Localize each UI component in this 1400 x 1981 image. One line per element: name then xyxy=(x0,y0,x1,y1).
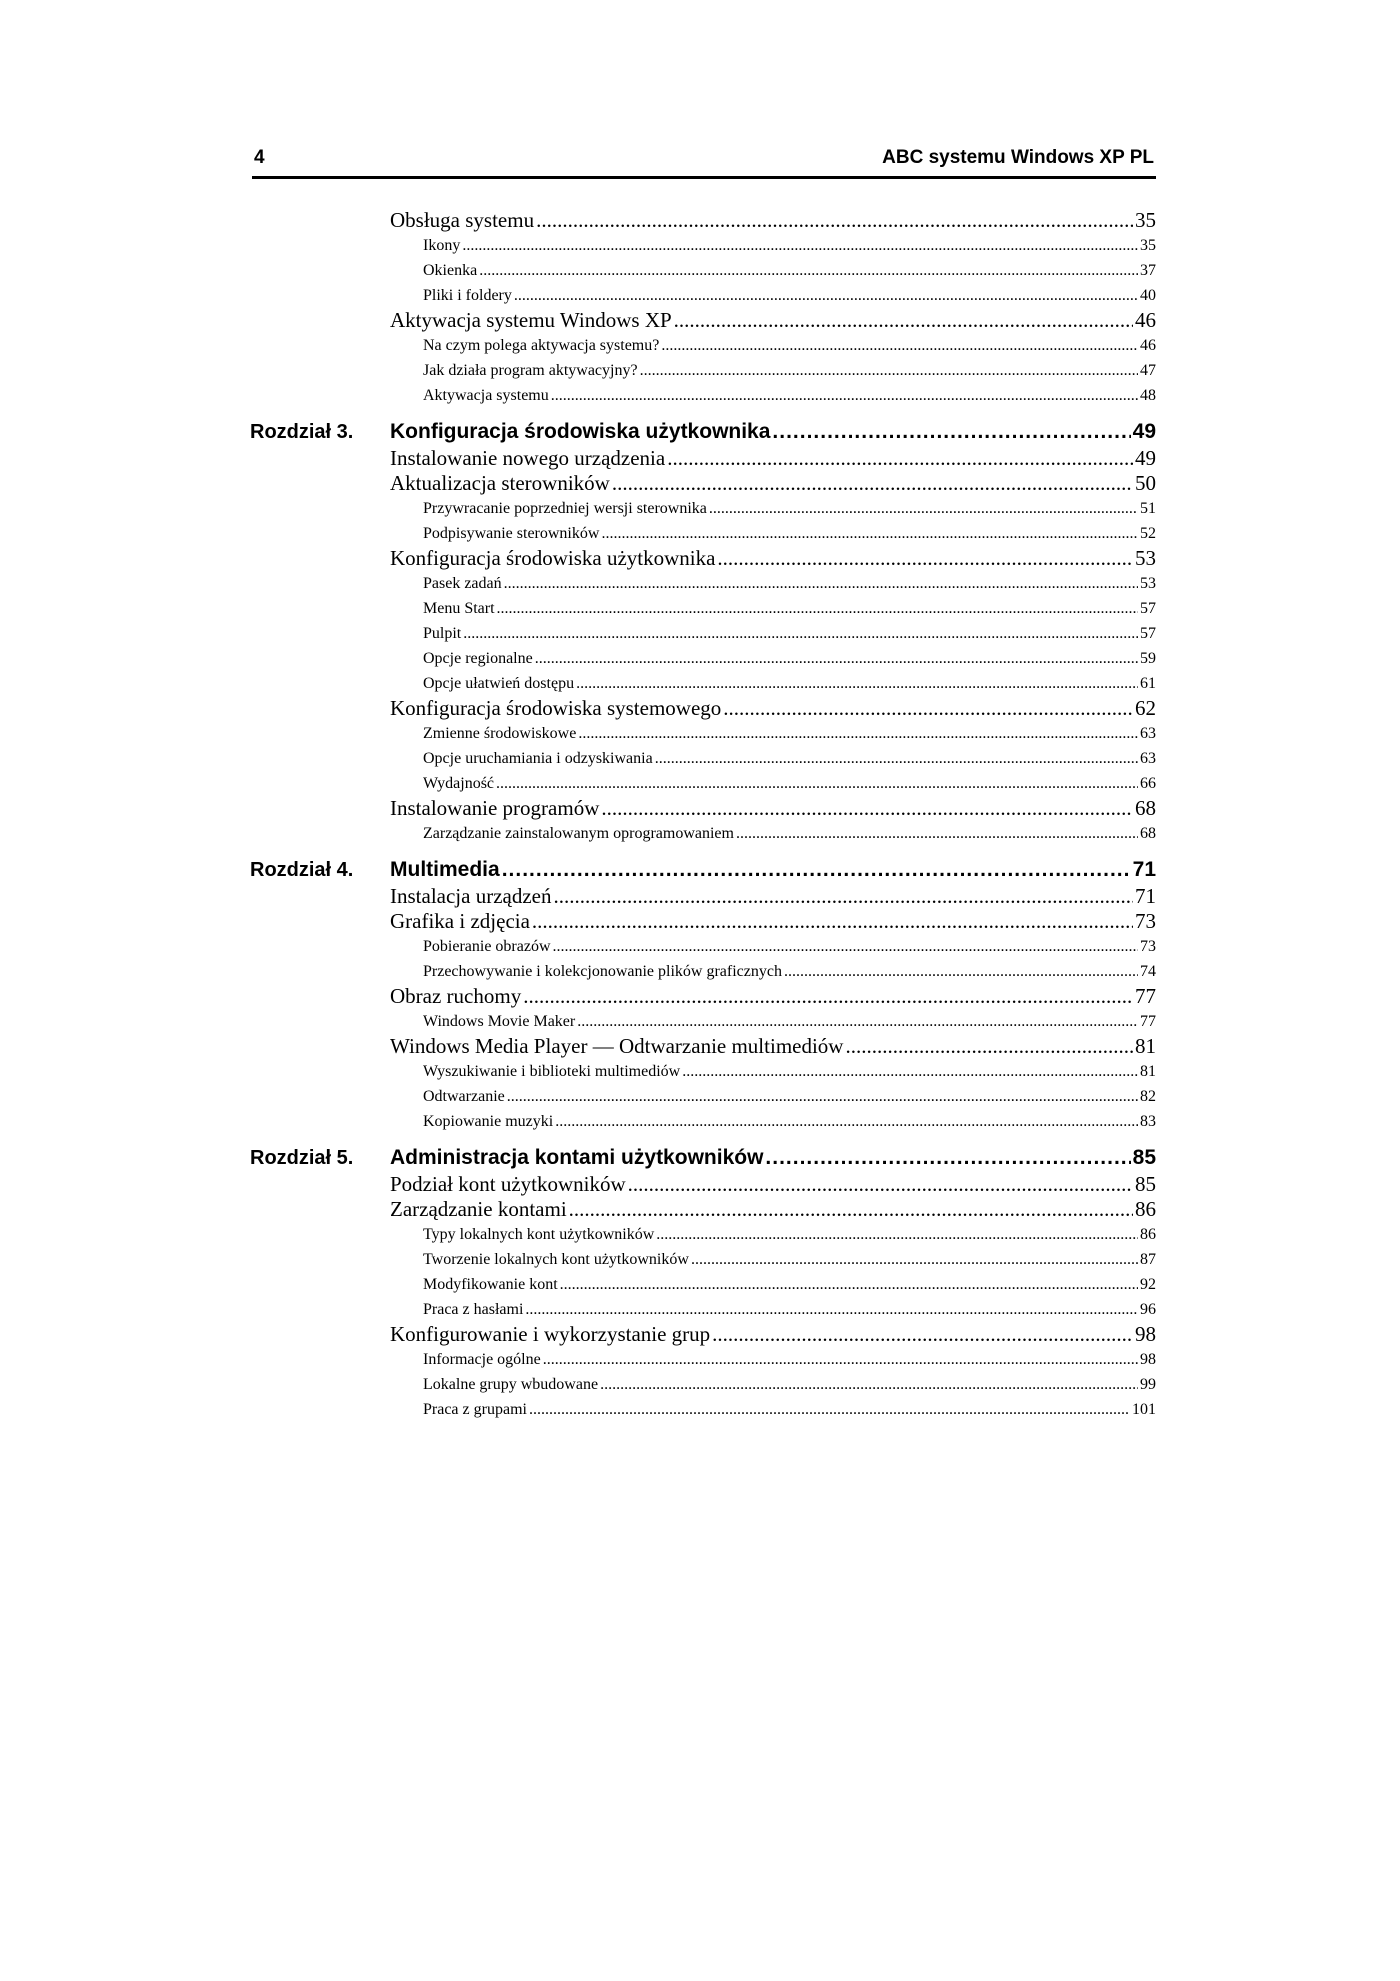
dot-leader xyxy=(497,596,1138,621)
toc-entry-title: Konfiguracja środowiska użytkownika xyxy=(390,420,771,443)
toc-entry-row xyxy=(250,546,1156,571)
toc-chapter-row xyxy=(250,1144,1156,1172)
dot-leader xyxy=(532,909,1133,934)
toc-entry-row xyxy=(250,1397,1156,1422)
toc-entry-title: Instalowanie programów xyxy=(390,796,600,820)
toc-entry-row xyxy=(250,1372,1156,1397)
page-number: 4 xyxy=(254,147,265,168)
toc-page-number: 57 xyxy=(1140,625,1156,642)
toc-entry-title: Administracja kontami użytkowników xyxy=(390,1146,764,1169)
toc-entry-row xyxy=(250,821,1156,846)
toc-page-number: 77 xyxy=(1140,1013,1156,1030)
toc-page-number: 86 xyxy=(1135,1197,1156,1221)
toc-page-number: 52 xyxy=(1140,525,1156,542)
toc-chapter-row xyxy=(250,856,1156,884)
toc-entry-title: Instalowanie nowego urządzenia xyxy=(390,446,666,470)
toc-entry-title: Grafika i zdjęcia xyxy=(390,909,530,933)
toc-entry-title: Aktywacja systemu Windows XP xyxy=(390,308,672,332)
page-header xyxy=(252,142,1156,179)
table-of-contents xyxy=(250,208,1156,1422)
dot-leader xyxy=(628,1172,1133,1197)
toc-page-number: 46 xyxy=(1135,308,1156,332)
toc-page-number: 98 xyxy=(1140,1351,1156,1368)
toc-chapter-row xyxy=(250,418,1156,446)
dot-leader xyxy=(600,1372,1138,1397)
toc-entry-row xyxy=(250,596,1156,621)
toc-entry-row xyxy=(250,984,1156,1009)
running-title: ABC systemu Windows XP PL xyxy=(882,147,1154,168)
toc-page-number: 71 xyxy=(1135,884,1156,908)
toc-entry-row xyxy=(250,383,1156,408)
dot-leader xyxy=(507,1084,1138,1109)
dot-leader xyxy=(691,1247,1138,1272)
toc-page-number: 47 xyxy=(1140,362,1156,379)
toc-page-number: 49 xyxy=(1132,420,1156,443)
toc-entry-row xyxy=(250,771,1156,796)
toc-page-number: 87 xyxy=(1140,1251,1156,1268)
dot-leader xyxy=(674,308,1133,333)
toc-entry-title: Pobieranie obrazów xyxy=(423,938,551,955)
dot-leader xyxy=(712,1322,1133,1347)
dot-leader xyxy=(667,446,1133,471)
toc-page-number: 68 xyxy=(1140,825,1156,842)
toc-page-number: 83 xyxy=(1140,1113,1156,1130)
toc-entry-title: Zmienne środowiskowe xyxy=(423,725,577,742)
toc-page-number: 59 xyxy=(1140,650,1156,667)
dot-leader xyxy=(523,984,1133,1009)
toc-entry-title: Jak działa program aktywacyjny? xyxy=(423,362,638,379)
toc-page-number: 50 xyxy=(1135,471,1156,495)
toc-entry-title: Opcje ułatwień dostępu xyxy=(423,675,575,692)
dot-leader xyxy=(496,771,1138,796)
toc-entry-row xyxy=(250,496,1156,521)
dot-leader xyxy=(576,671,1138,696)
toc-entry-title: Windows Movie Maker xyxy=(423,1013,576,1030)
toc-entry-row xyxy=(250,1084,1156,1109)
toc-page-number: 98 xyxy=(1135,1322,1156,1346)
dot-leader xyxy=(463,621,1138,646)
toc-page-number: 68 xyxy=(1135,796,1156,820)
toc-entry-title: Menu Start xyxy=(423,600,495,617)
dot-leader xyxy=(717,546,1133,571)
toc-entry-title: Pasek zadań xyxy=(423,575,502,592)
toc-entry-row xyxy=(250,308,1156,333)
toc-page-number: 73 xyxy=(1135,909,1156,933)
toc-entry-row xyxy=(250,1172,1156,1197)
toc-page-number: 46 xyxy=(1140,337,1156,354)
toc-page-number: 74 xyxy=(1140,963,1156,980)
chapter-number: Rozdział 4. xyxy=(250,859,354,881)
toc-entry-row xyxy=(250,884,1156,909)
toc-entry-title: Windows Media Player — Odtwarzanie multimediów xyxy=(390,1034,844,1058)
toc-page-number: 53 xyxy=(1140,575,1156,592)
toc-page-number: 77 xyxy=(1135,984,1156,1008)
toc-entry-title: Przywracanie poprzedniej wersji sterownika xyxy=(423,500,707,517)
dot-leader xyxy=(601,521,1138,546)
dot-leader xyxy=(555,1109,1138,1134)
toc-entry-row xyxy=(250,1297,1156,1322)
toc-entry-row xyxy=(250,208,1156,233)
toc-entry-row xyxy=(250,1322,1156,1347)
dot-leader xyxy=(784,959,1138,984)
toc-entry-title: Pulpit xyxy=(423,625,462,642)
toc-entry-row xyxy=(250,646,1156,671)
toc-entry-title: Podpisywanie sterowników xyxy=(423,525,600,542)
toc-entry-row xyxy=(250,283,1156,308)
dot-leader xyxy=(529,1397,1130,1422)
toc-entry-title: Kopiowanie muzyki xyxy=(423,1113,554,1130)
dot-leader xyxy=(560,1272,1138,1297)
dot-leader xyxy=(655,746,1138,771)
toc-entry-row xyxy=(250,746,1156,771)
toc-entry-title: Opcje regionalne xyxy=(423,650,533,667)
toc-page-number: 85 xyxy=(1135,1172,1156,1196)
dot-leader xyxy=(640,358,1138,383)
dot-leader xyxy=(525,1297,1138,1322)
chapter-number: Rozdział 3. xyxy=(250,421,354,443)
toc-entry-title: Konfiguracja środowiska użytkownika xyxy=(390,546,716,570)
dot-leader xyxy=(682,1059,1138,1084)
toc-page-number: 86 xyxy=(1140,1226,1156,1243)
toc-entry-row xyxy=(250,1247,1156,1272)
toc-entry-title: Wyszukiwanie i biblioteki multimediów xyxy=(423,1063,681,1080)
toc-page-number: 35 xyxy=(1140,237,1156,254)
toc-entry-title: Konfiguracja środowiska systemowego xyxy=(390,696,722,720)
toc-entry-title: Informacje ogólne xyxy=(423,1351,541,1368)
toc-entry-row xyxy=(250,1197,1156,1222)
toc-entry-row xyxy=(250,934,1156,959)
toc-page-number: 73 xyxy=(1140,938,1156,955)
dot-leader xyxy=(536,208,1133,233)
toc-entry-title: Praca z grupami xyxy=(423,1401,527,1418)
dot-leader xyxy=(543,1347,1138,1372)
toc-entry-title: Instalacja urządzeń xyxy=(390,884,552,908)
dot-leader xyxy=(736,821,1138,846)
toc-entry-row xyxy=(250,959,1156,984)
toc-page-number: 48 xyxy=(1140,387,1156,404)
toc-page-number: 99 xyxy=(1140,1376,1156,1393)
toc-page-number: 82 xyxy=(1140,1088,1156,1105)
dot-leader xyxy=(656,1222,1138,1247)
toc-entry-row xyxy=(250,1009,1156,1034)
toc-entry-title: Pliki i foldery xyxy=(423,287,512,304)
toc-page-number: 63 xyxy=(1140,750,1156,767)
toc-entry-title: Podział kont użytkowników xyxy=(390,1172,626,1196)
dot-leader xyxy=(709,496,1138,521)
toc-entry-row xyxy=(250,796,1156,821)
dot-leader xyxy=(569,1197,1133,1222)
toc-page-number: 71 xyxy=(1132,858,1156,881)
toc-entry-title: Na czym polega aktywacja systemu? xyxy=(423,337,660,354)
toc-entry-row xyxy=(250,1272,1156,1297)
toc-entry-row xyxy=(250,909,1156,934)
toc-page-number: 49 xyxy=(1135,446,1156,470)
toc-entry-title: Tworzenie lokalnych kont użytkowników xyxy=(423,1251,689,1268)
toc-entry-row xyxy=(250,1059,1156,1084)
dot-leader xyxy=(845,1034,1133,1059)
dot-leader xyxy=(553,934,1138,959)
toc-page-number: 63 xyxy=(1140,725,1156,742)
toc-entry-row xyxy=(250,521,1156,546)
dot-leader xyxy=(601,796,1133,821)
toc-entry-title: Lokalne grupy wbudowane xyxy=(423,1376,599,1393)
toc-entry-row xyxy=(250,358,1156,383)
toc-entry-row xyxy=(250,671,1156,696)
toc-entry-title: Typy lokalnych kont użytkowników xyxy=(423,1226,655,1243)
toc-entry-row xyxy=(250,1347,1156,1372)
toc-page-number: 62 xyxy=(1135,696,1156,720)
dot-leader xyxy=(551,383,1138,408)
dot-leader xyxy=(661,333,1138,358)
toc-entry-title: Ikony xyxy=(423,237,461,254)
toc-page-number: 35 xyxy=(1135,208,1156,232)
dot-leader xyxy=(553,884,1133,909)
dot-leader xyxy=(504,571,1138,596)
toc-page-number: 81 xyxy=(1140,1063,1156,1080)
toc-page-number: 53 xyxy=(1135,546,1156,570)
toc-entry-title: Obraz ruchomy xyxy=(390,984,522,1008)
dot-leader xyxy=(772,418,1130,446)
toc-entry-title: Obsługa systemu xyxy=(390,208,535,232)
toc-entry-row xyxy=(250,333,1156,358)
toc-entry-row xyxy=(250,233,1156,258)
toc-entry-title: Multimedia xyxy=(390,858,500,881)
dot-leader xyxy=(723,696,1133,721)
dot-leader xyxy=(535,646,1138,671)
toc-entry-title: Praca z hasłami xyxy=(423,1301,524,1318)
toc-page-number: 37 xyxy=(1140,262,1156,279)
toc-entry-title: Wydajność xyxy=(423,775,495,792)
toc-entry-title: Aktywacja systemu xyxy=(423,387,549,404)
toc-entry-row xyxy=(250,258,1156,283)
toc-entry-title: Przechowywanie i kolekcjonowanie plików graficznych xyxy=(423,963,782,980)
toc-page-number: 61 xyxy=(1140,675,1156,692)
toc-entry-title: Aktualizacja sterowników xyxy=(390,471,610,495)
toc-entry-row xyxy=(250,471,1156,496)
chapter-number: Rozdział 5. xyxy=(250,1147,354,1169)
toc-page-number: 92 xyxy=(1140,1276,1156,1293)
toc-entry-title: Odtwarzanie xyxy=(423,1088,505,1105)
toc-page-number: 40 xyxy=(1140,287,1156,304)
toc-entry-row xyxy=(250,696,1156,721)
toc-page-number: 81 xyxy=(1135,1034,1156,1058)
dot-leader xyxy=(479,258,1138,283)
toc-entry-row xyxy=(250,1109,1156,1134)
dot-leader xyxy=(577,1009,1138,1034)
toc-entry-row xyxy=(250,621,1156,646)
toc-entry-title: Zarządzanie kontami xyxy=(390,1197,567,1221)
toc-entry-title: Okienka xyxy=(423,262,478,279)
dot-leader xyxy=(502,856,1131,884)
dot-leader xyxy=(514,283,1138,308)
toc-page-number: 96 xyxy=(1140,1301,1156,1318)
dot-leader xyxy=(612,471,1133,496)
toc-entry-row xyxy=(250,1034,1156,1059)
dot-leader xyxy=(765,1144,1130,1172)
toc-entry-row xyxy=(250,446,1156,471)
toc-entry-title: Opcje uruchamiania i odzyskiwania xyxy=(423,750,653,767)
toc-page-number: 57 xyxy=(1140,600,1156,617)
toc-entry-title: Zarządzanie zainstalowanym oprogramowaniem xyxy=(423,825,734,842)
toc-page-number: 85 xyxy=(1132,1146,1156,1169)
toc-entry-row xyxy=(250,1222,1156,1247)
toc-entry-row xyxy=(250,721,1156,746)
dot-leader xyxy=(578,721,1138,746)
toc-page-number: 101 xyxy=(1132,1401,1156,1418)
toc-page-number: 51 xyxy=(1140,500,1156,517)
dot-leader xyxy=(462,233,1138,258)
toc-entry-row xyxy=(250,571,1156,596)
toc-entry-title: Modyfikowanie kont xyxy=(423,1276,558,1293)
toc-entry-title: Konfigurowanie i wykorzystanie grup xyxy=(390,1322,711,1346)
toc-page-number: 66 xyxy=(1140,775,1156,792)
